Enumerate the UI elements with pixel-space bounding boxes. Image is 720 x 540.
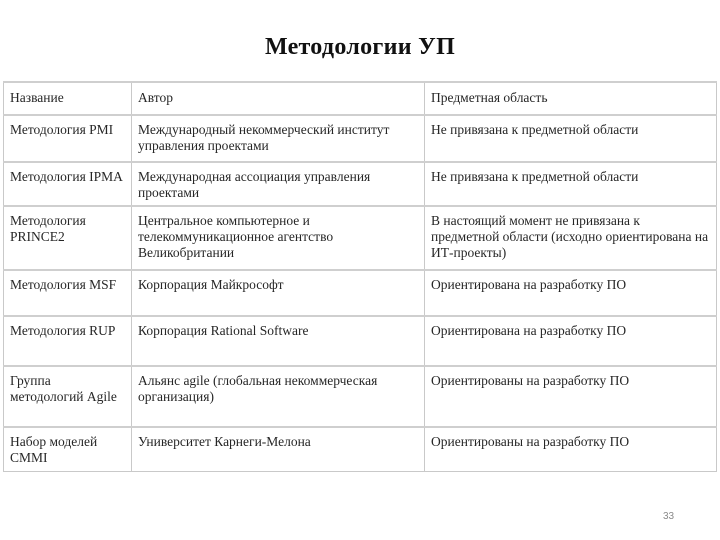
- cell-name: Методология RUP: [4, 316, 132, 366]
- cell-domain: Ориентирована на разработку ПО: [425, 316, 717, 366]
- cell-domain: Не привязана к предметной области: [425, 162, 717, 206]
- cell-domain: Ориентированы на разработку ПО: [425, 366, 717, 427]
- cell-author: Корпорация Rational Software: [132, 316, 425, 366]
- table-row: [4, 427, 717, 472]
- cell-name: Методология IPMA: [4, 162, 132, 206]
- table-row: [4, 270, 717, 316]
- table-row: [4, 316, 717, 366]
- cell-domain: Ориентированы на разработку ПО: [425, 427, 717, 472]
- cell-author: Университет Карнеги-Мелона: [132, 427, 425, 472]
- slide-title: Методологии УП: [264, 34, 456, 60]
- cell-name: Набор моделей CMMI: [4, 427, 132, 472]
- table-row: [4, 115, 717, 162]
- header-author: Автор: [132, 82, 425, 115]
- table-header-row: [4, 82, 717, 115]
- table-row: [4, 162, 717, 206]
- cell-name: Методология PRINCE2: [4, 206, 132, 270]
- cell-name: Методология MSF: [4, 270, 132, 316]
- cell-author: Центральное компьютерное и телекоммуникационное агентство Великобритании: [132, 206, 425, 270]
- cell-author: Международная ассоциация управления проектами: [132, 162, 425, 206]
- header-domain: Предметная область: [425, 82, 717, 115]
- cell-domain: Ориентирована на разработку ПО: [425, 270, 717, 316]
- cell-domain: Не привязана к предметной области: [425, 115, 717, 162]
- table-row: [4, 206, 717, 270]
- cell-name: Группа методологий Agile: [4, 366, 132, 427]
- cell-author: Альянс agile (глобальная некоммерческая организация): [132, 366, 425, 427]
- header-name: Название: [4, 82, 132, 115]
- page-number: 33: [663, 511, 675, 522]
- cell-author: Международный некоммерческий институт управления проектами: [132, 115, 425, 162]
- cell-domain: В настоящий момент не привязана к предметной области (исходно ориентирована на ИТ-проекты): [425, 206, 717, 270]
- methodologies-table-container: [3, 81, 716, 472]
- methodologies-table: [3, 81, 717, 472]
- cell-name: Методология PMI: [4, 115, 132, 162]
- cell-author: Корпорация Майкрософт: [132, 270, 425, 316]
- table-row: [4, 366, 717, 427]
